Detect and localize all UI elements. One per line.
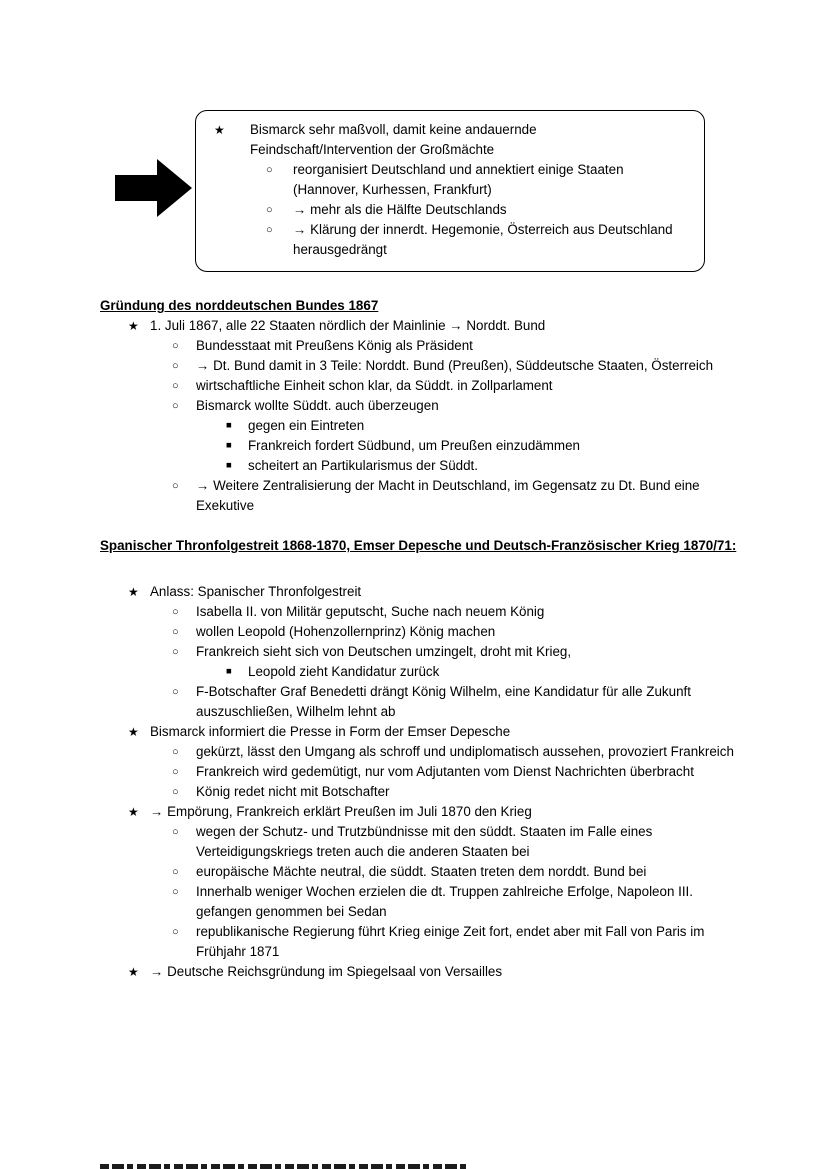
- circle-bullet-icon: ○: [172, 360, 179, 372]
- circle-bullet-icon: ○: [172, 786, 179, 798]
- callout-box: [195, 110, 705, 272]
- list-item-text: gekürzt, lässt den Umgang als schroff und undiplomatisch aussehen, provoziert Frankreich: [196, 744, 734, 759]
- list-item: [100, 762, 744, 782]
- list-item-text: König redet nicht mit Botschafter: [196, 784, 390, 799]
- list-item-text: Bundesstaat mit Preußens König als Präsident: [196, 338, 473, 353]
- circle-bullet-icon: ○: [172, 926, 179, 938]
- list-item: [100, 416, 744, 436]
- circle-bullet-icon: ○: [172, 686, 179, 698]
- star-bullet-icon: ★: [128, 319, 139, 333]
- circle-bullet-icon: ○: [172, 646, 179, 658]
- list-item-text: Anlass: Spanischer Thronfolgestreit: [150, 584, 362, 599]
- list-item: [196, 120, 688, 160]
- list-item-text: Frankreich sieht sich von Deutschen umzingelt, droht mit Krieg,: [196, 644, 572, 659]
- star-bullet-icon: ★: [128, 585, 139, 599]
- square-bullet-icon: ■: [226, 460, 232, 471]
- star-bullet-icon: ★: [214, 123, 225, 137]
- list-item-text: Leopold zieht Kandidatur zurück: [248, 664, 440, 679]
- list-item-text: gegen ein Eintreten: [248, 418, 365, 433]
- list-item: [100, 356, 744, 376]
- square-bullet-icon: ■: [226, 440, 232, 451]
- star-bullet-icon: ★: [128, 805, 139, 819]
- list-item: [100, 316, 744, 336]
- circle-bullet-icon: ○: [172, 766, 179, 778]
- list-item-text: Frankreich fordert Südbund, um Preußen einzudämmen: [248, 438, 580, 453]
- list-item-text: scheitert an Partikularismus der Süddt.: [248, 458, 478, 473]
- list-item: [100, 436, 744, 456]
- square-bullet-icon: ■: [226, 420, 232, 431]
- list-item-text: Innerhalb weniger Wochen erzielen die dt. Truppen zahlreiche Erfolge, Napoleon III. gefangen genommen bei Sedan: [196, 884, 693, 919]
- list-item: [100, 336, 744, 356]
- list-item: [100, 922, 744, 962]
- list-item: [100, 782, 744, 802]
- list-item: [100, 456, 744, 476]
- callout-bullet-list: [196, 120, 688, 260]
- circle-bullet-icon: ○: [172, 826, 179, 838]
- circle-bullet-icon: ○: [266, 164, 273, 176]
- list-item-text: republikanische Regierung führt Krieg einige Zeit fort, endet aber mit Fall von Paris im Frühjahr 1871: [196, 924, 705, 959]
- list-item: [196, 160, 688, 200]
- section-heading: Gründung des norddeutschen Bundes 1867: [100, 298, 379, 313]
- list-item: [100, 742, 744, 762]
- circle-bullet-icon: ○: [172, 340, 179, 352]
- list-item: [100, 642, 744, 662]
- list-item: [196, 200, 688, 220]
- list-item: [100, 722, 744, 742]
- list-item-text: Bismarck wollte Süddt. auch überzeugen: [196, 398, 439, 413]
- list-item: [100, 476, 744, 516]
- list-item-text: → Klärung der innerdt. Hegemonie, Österreich aus Deutschland herausgedrängt: [293, 222, 673, 257]
- circle-bullet-icon: ○: [266, 204, 273, 216]
- list-item: [100, 802, 744, 822]
- list-item-text: wegen der Schutz- und Trutzbündnisse mit den süddt. Staaten im Falle eines Verteidigungskriegs treten auch die anderen Staaten bei: [196, 824, 653, 859]
- list-item: [100, 862, 744, 882]
- circle-bullet-icon: ○: [172, 606, 179, 618]
- list-item-text: 1. Juli 1867, alle 22 Staaten nördlich der Mainlinie → Norddt. Bund: [150, 318, 546, 333]
- list-item-text: Bismarck informiert die Presse in Form der Emser Depesche: [150, 724, 511, 739]
- circle-bullet-icon: ○: [172, 866, 179, 878]
- circle-bullet-icon: ○: [172, 746, 179, 758]
- list-item-text: → Empörung, Frankreich erklärt Preußen im Juli 1870 den Krieg: [150, 804, 532, 819]
- callout-row: [100, 0, 744, 272]
- star-bullet-icon: ★: [128, 965, 139, 979]
- section-thronfolgestreit: [100, 536, 744, 982]
- list-item: [100, 822, 744, 862]
- list-item: [100, 662, 744, 682]
- list-item-text: Isabella II. von Militär geputscht, Suche nach neuem König: [196, 604, 545, 619]
- circle-bullet-icon: ○: [172, 380, 179, 392]
- list-item-text: wirtschaftliche Einheit schon klar, da Süddt. in Zollparlament: [196, 378, 553, 393]
- bullet-list: [100, 316, 744, 516]
- list-item: [100, 396, 744, 416]
- list-item: [100, 582, 744, 602]
- circle-bullet-icon: ○: [172, 886, 179, 898]
- circle-bullet-icon: ○: [266, 224, 273, 236]
- list-item-text: Frankreich wird gedemütigt, nur vom Adjutanten vom Dienst Nachrichten überbracht: [196, 764, 694, 779]
- list-item-text: → Deutsche Reichsgründung im Spiegelsaal von Versailles: [150, 964, 503, 979]
- list-item: [100, 622, 744, 642]
- circle-bullet-icon: ○: [172, 400, 179, 412]
- list-item-text: F-Botschafter Graf Benedetti drängt König Wilhelm, eine Kandidatur für alle Zukunft auszuschließen, Wilhelm lehnt ab: [196, 684, 691, 719]
- list-item-text: → Dt. Bund damit in 3 Teile: Norddt. Bund (Preußen), Süddeutsche Staaten, Österreich: [196, 358, 714, 373]
- star-bullet-icon: ★: [128, 725, 139, 739]
- list-item: [100, 962, 744, 982]
- list-item-text: Bismarck sehr maßvoll, damit keine andauernde Feindschaft/Intervention der Großmächte: [250, 122, 537, 157]
- list-item-text: → mehr als die Hälfte Deutschlands: [293, 202, 507, 217]
- circle-bullet-icon: ○: [172, 626, 179, 638]
- list-item-text: → Weitere Zentralisierung der Macht in Deutschland, im Gegensatz zu Dt. Bund eine Exekutive: [196, 478, 700, 513]
- circle-bullet-icon: ○: [172, 480, 179, 492]
- bullet-list: [100, 582, 744, 982]
- list-item: [196, 220, 688, 260]
- list-item: [100, 602, 744, 622]
- list-item: [100, 376, 744, 396]
- list-item: [100, 682, 744, 722]
- clipped-next-page-text: [100, 1164, 468, 1169]
- right-arrow-icon: [115, 158, 193, 218]
- list-item-text: reorganisiert Deutschland und annektiert einige Staaten (Hannover, Kurhessen, Frankfurt): [293, 162, 624, 197]
- section-heading: Spanischer Thronfolgestreit 1868-1870, Emser Depesche und Deutsch-Französischer Krieg 1870/71:: [100, 538, 737, 553]
- list-item-text: europäische Mächte neutral, die süddt. Staaten treten dem norddt. Bund bei: [196, 864, 647, 879]
- list-item: [100, 882, 744, 922]
- section-norddeutscher-bund: [100, 296, 744, 516]
- list-item-text: wollen Leopold (Hohenzollernprinz) König machen: [196, 624, 496, 639]
- square-bullet-icon: ■: [226, 666, 232, 677]
